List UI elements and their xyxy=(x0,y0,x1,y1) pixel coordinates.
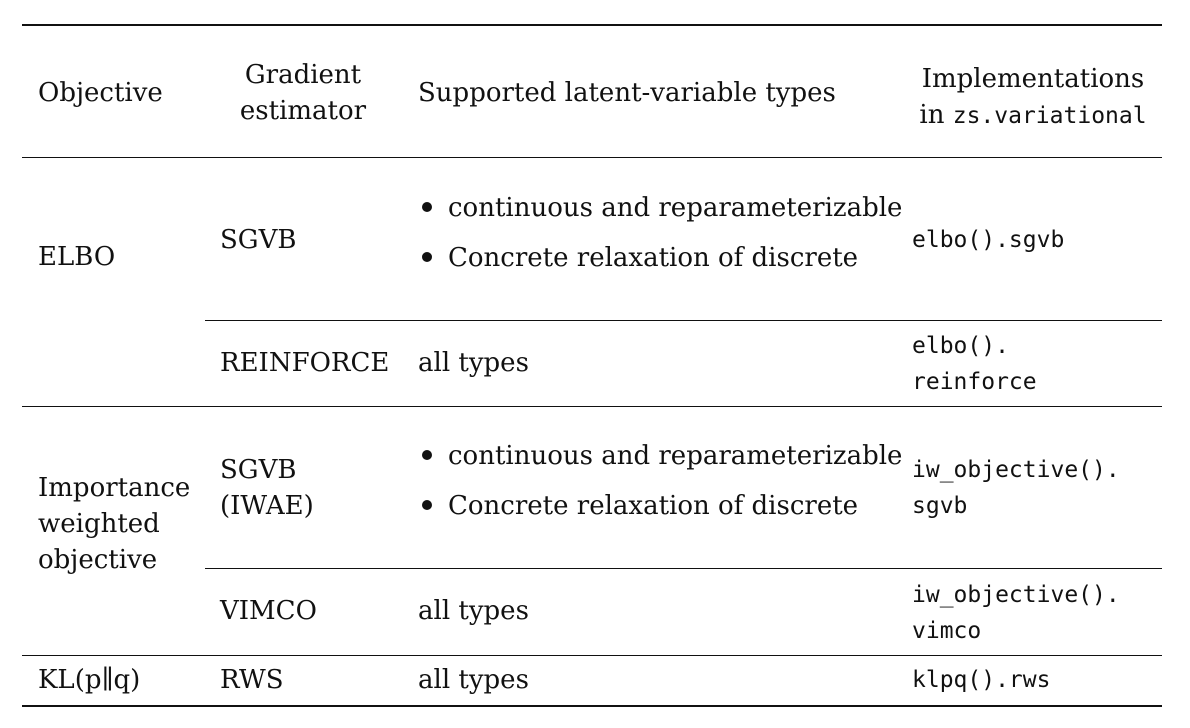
elbo-sgvb-estimator: SGVB xyxy=(220,225,297,255)
kl-impl: klpq().rws xyxy=(912,667,1051,693)
bullet-dot xyxy=(422,202,432,212)
kl-estimator: RWS xyxy=(220,665,284,695)
bullet-text: Concrete relaxation of discrete xyxy=(448,491,859,521)
header-impl-prefix: in xyxy=(919,100,953,130)
bullet-item xyxy=(418,233,902,283)
elbo-objective: ELBO xyxy=(38,242,116,272)
header-gradient-estimator xyxy=(230,57,376,129)
bullet-item xyxy=(418,183,902,233)
impl-line: sgvb xyxy=(912,493,968,519)
header-impl-line1: Implementations xyxy=(921,64,1145,94)
top-rule xyxy=(22,24,1162,26)
impl-line: iw_objective(). xyxy=(912,457,1120,483)
impl-line: vimco xyxy=(912,618,982,644)
bullet-text: continuous and reparameterizable xyxy=(448,441,903,471)
elbo-reinforce-impl xyxy=(912,328,1037,400)
elbo-iw-rule xyxy=(22,406,1162,407)
elbo-reinforce-estimator: REINFORCE xyxy=(220,348,390,378)
iw-objective-line3: objective xyxy=(38,545,158,575)
header-objective: Objective xyxy=(38,78,163,108)
iw-sgvb-line1: SGVB xyxy=(220,455,297,485)
header-rule xyxy=(22,157,1162,158)
header-gradient-line1: Gradient xyxy=(244,60,362,90)
iw-sgvb-estimator xyxy=(220,452,314,524)
impl-line: elbo(). xyxy=(912,333,1009,359)
iw-vimco-estimator: VIMCO xyxy=(220,596,317,626)
elbo-reinforce-types: all types xyxy=(418,348,529,378)
iw-sgvb-impl xyxy=(912,452,1120,524)
bottom-rule xyxy=(22,705,1162,707)
header-gradient-line2: estimator xyxy=(239,96,367,126)
bullet-text: continuous and reparameterizable xyxy=(448,193,903,223)
iw-vimco-impl xyxy=(912,577,1120,649)
kl-objective: KL(p∥q) xyxy=(38,665,141,695)
impl-line: reinforce xyxy=(912,369,1037,395)
iw-objective-line2: weighted xyxy=(38,509,160,539)
iw-objective xyxy=(38,470,190,578)
header-implementations xyxy=(905,61,1161,134)
iw-sgvb-types xyxy=(418,431,902,531)
impl-line: iw_objective(). xyxy=(912,582,1120,608)
bullet-text: Concrete relaxation of discrete xyxy=(448,243,859,273)
bullet-dot xyxy=(422,252,432,262)
bullet-dot xyxy=(422,450,432,460)
iw-kl-rule xyxy=(22,655,1162,656)
header-impl-module: zs.variational xyxy=(952,103,1147,129)
kl-types: all types xyxy=(418,665,529,695)
bullet-item xyxy=(418,481,902,531)
bullet-item xyxy=(418,431,902,481)
iw-objective-line1: Importance xyxy=(38,473,191,503)
elbo-sgvb-types xyxy=(418,183,902,283)
header-latent-types: Supported latent-variable types xyxy=(418,78,836,108)
bullet-dot xyxy=(422,500,432,510)
elbo-sgvb-impl: elbo().sgvb xyxy=(912,227,1065,253)
iw-sgvb-line2: (IWAE) xyxy=(220,491,314,521)
elbo-inner-rule xyxy=(205,320,1162,321)
iw-inner-rule xyxy=(205,568,1162,569)
iw-vimco-types: all types xyxy=(418,596,529,626)
header-impl-line2 xyxy=(905,97,1161,134)
